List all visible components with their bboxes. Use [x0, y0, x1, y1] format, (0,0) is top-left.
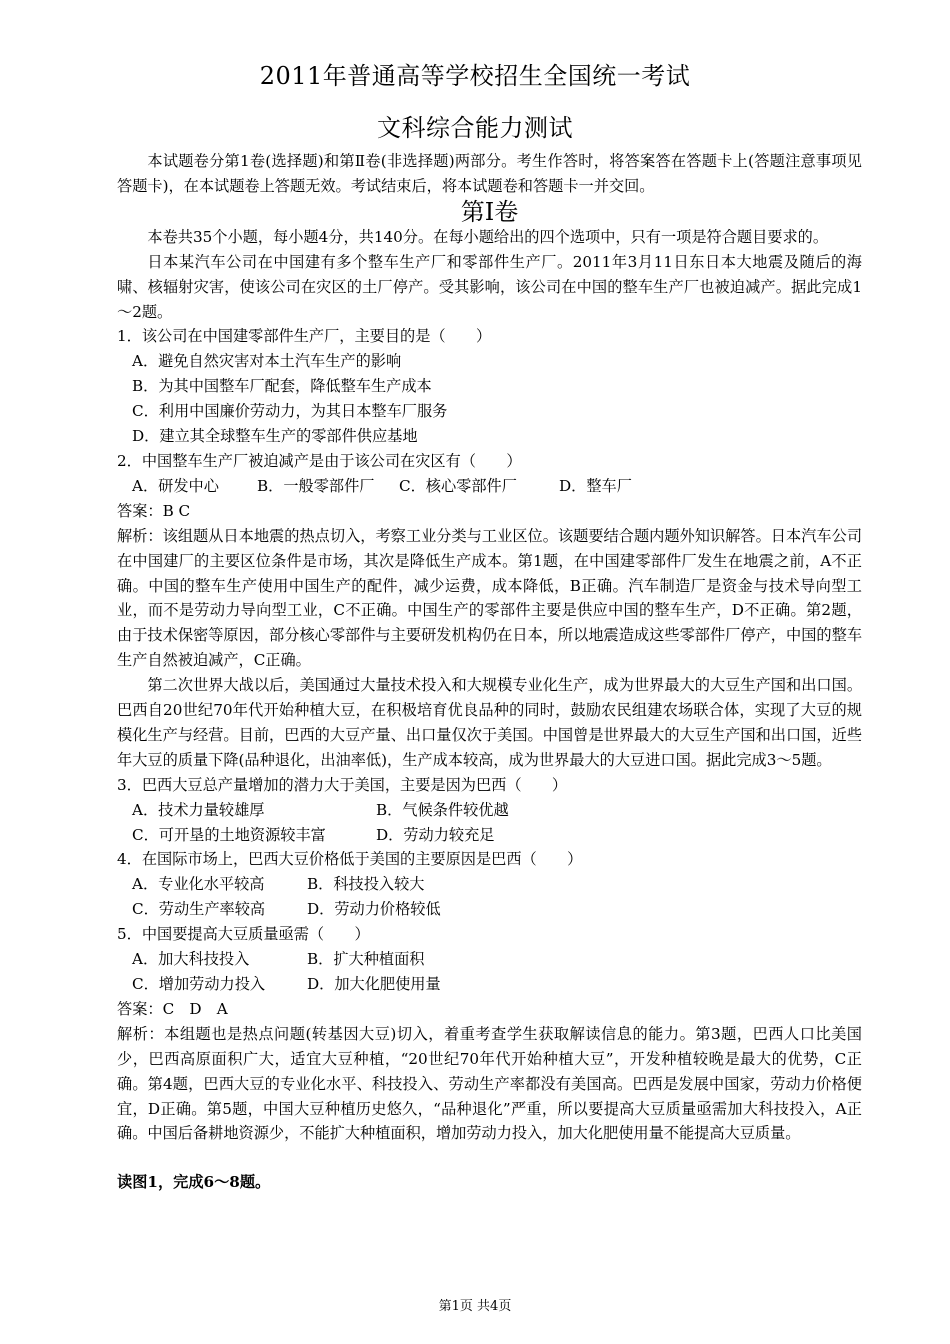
question-5-option-a: A．加大科技投入: [132, 950, 250, 969]
question-4-option-a: A．专业化水平较高: [132, 875, 265, 894]
spacer: [117, 1146, 862, 1170]
question-1: 1．该公司在中国建零部件生产厂，主要目的是（ ）: [117, 327, 492, 346]
exam-title: 2011年普通高等学校招生全国统一考试: [259, 62, 691, 90]
question-2-option-d: D．整车厂: [559, 476, 632, 495]
exam-subtitle: 文科综合能力测试: [377, 114, 573, 142]
question-4: 4．在国际市场上，巴西大豆价格低于美国的主要原因是巴西（ ）: [117, 850, 583, 869]
question-3-option-a: A．技术力量较雄厚: [132, 800, 265, 819]
question-5: 5．中国要提高大豆质量亟需（ ）: [117, 925, 370, 944]
question-2-options: [117, 474, 862, 499]
question-1-option-c: C．利用中国廉价劳动力，为其日本整车厂服务: [132, 402, 448, 421]
question-3-option-b: B．气候条件较优越: [376, 800, 509, 819]
question-5-options-row1: [117, 947, 862, 972]
group2-analysis: 解析：本组题也是热点问题(转基因大豆)切入，着重考查学生获取解读信息的能力。第3题，巴西人口比美国少，巴西高原面积广大，适宜大豆种植，“20世纪70年代开始种植大豆”，开发种植较晚是最大的优势，C正确。第4题，巴西大豆的专业化水平、科技投入、劳动生产率都没有美国高。巴西是发展中国家，劳动力价格便宜，D正确。第5题，中国大豆种植历史悠久，“品种退化”严重，所以要提高大豆质量亟需加大科技投入，A正确。中国后备耕地资源少，不能扩大种植面积，增加劳动力投入，加大化肥使用量不能提高大豆质量。: [117, 1024, 862, 1143]
question-1-option-b: B．为其中国整车厂配套，降低整车生产成本: [132, 377, 432, 396]
question-5-option-c: C．增加劳动力投入: [132, 975, 266, 993]
next-section-prompt: 读图1，完成6～8题。: [117, 1173, 271, 1192]
question-3-options-row2: [117, 823, 862, 848]
group1-analysis: 解析：该组题从日本地震的热点切入，考察工业分类与工业区位。该题要结合题内题外知识解答。日本汽车公司在中国建厂的主要区位条件是市场，其次是降低生产成本。第1题，在中国建零部件厂发生在地震之前，A不正确。中国的整车生产使用中国生产的配件，减少运费，成本降低，B正确。汽车制造厂是资金与技术导向型工业，而不是劳动力导向型工业，C不正确。中国生产的零部件主要是供应中国的整车生产，D不正确。第2题，由于技术保密等原因，部分核心零部件与主要研发机构仍在日本，所以地震造成这些零部件厂停产，中国的整车生产自然被迫减产，C正确。: [117, 526, 862, 670]
group2-answer: 答案：C D A: [117, 999, 228, 1018]
group1-answer: 答案：B C: [117, 501, 191, 520]
group2-stem: 第二次世界大战以后，美国通过大量技术投入和大规模专业化生产，成为世界最大的大豆生产国和出口国。巴西自20世纪70年代开始种植大豆，在积极培育优良品种的同时，鼓励农民组建农场联合体，实现了大豆的规模化生产与经营。目前，巴西的大豆产量、出口量仅次于美国。中国曾是世界最大的大豆生产国和出口国，近些年大豆的质量下降(品种退化，出油率低)，生产成本较高，成为世界最大的大豆进口国。据此完成3～5题。: [117, 676, 862, 769]
question-3-option-c: C．可开垦的土地资源较丰富: [132, 825, 326, 844]
question-4-options-row2: [117, 897, 862, 922]
volume-title: 第Ⅰ卷: [460, 197, 519, 226]
question-4-option-b: B．科技投入较大: [307, 875, 425, 894]
question-1-option-a: A．避免自然灾害对本土汽车生产的影响: [132, 352, 402, 371]
question-4-option-d: D．劳动力价格较低: [307, 900, 441, 919]
question-4-option-c: C．劳动生产率较高: [132, 900, 266, 919]
question-2-option-b: B．一般零部件厂: [257, 476, 375, 495]
question-5-option-d: D．加大化肥使用量: [307, 975, 441, 993]
question-5-option-b: B．扩大种植面积: [307, 950, 425, 969]
question-1-option-d: D．建立其全球整车生产的零部件供应基地: [132, 427, 418, 446]
question-3: 3．巴西大豆总产量增加的潜力大于美国，主要是因为巴西（ ）: [117, 775, 568, 794]
group1-stem: 日本某汽车公司在中国建有多个整车生产厂和零部件生产厂。2011年3月11日东日本大地震及随后的海啸、核辐射灾害，使该公司在灾区的土厂停产。受其影响，该公司在中国的整车生产厂也被迫减产。据此完成1～2题。: [117, 252, 862, 321]
question-3-options-row1: [117, 798, 862, 823]
exam-instructions: 本试题卷分第1卷(选择题)和第Ⅱ卷(非选择题)两部分。考生作答时，将答案答在答题卡上(答题注意事项见答题卡)，在本试题卷上答题无效。考试结束后，将本试题卷和答题卡一并交回。: [117, 152, 862, 195]
question-4-options-row1: [117, 872, 862, 897]
question-2-option-a: A．研发中心: [132, 476, 219, 495]
question-3-option-d: D．劳动力较充足: [376, 825, 495, 844]
question-5-options-row2: [117, 972, 862, 997]
volume-instructions: 本卷共35个小题，每小题4分，共140分。在每小题给出的四个选项中，只有一项是符合题目要求的。: [147, 227, 829, 246]
page-body: [117, 149, 862, 1195]
page-number: 第1页 共4页: [438, 1299, 512, 1314]
question-2: 2．中国整车生产厂被迫减产是由于该公司在灾区有（ ）: [117, 451, 522, 470]
question-2-option-c: C．核心零部件厂: [399, 476, 517, 495]
